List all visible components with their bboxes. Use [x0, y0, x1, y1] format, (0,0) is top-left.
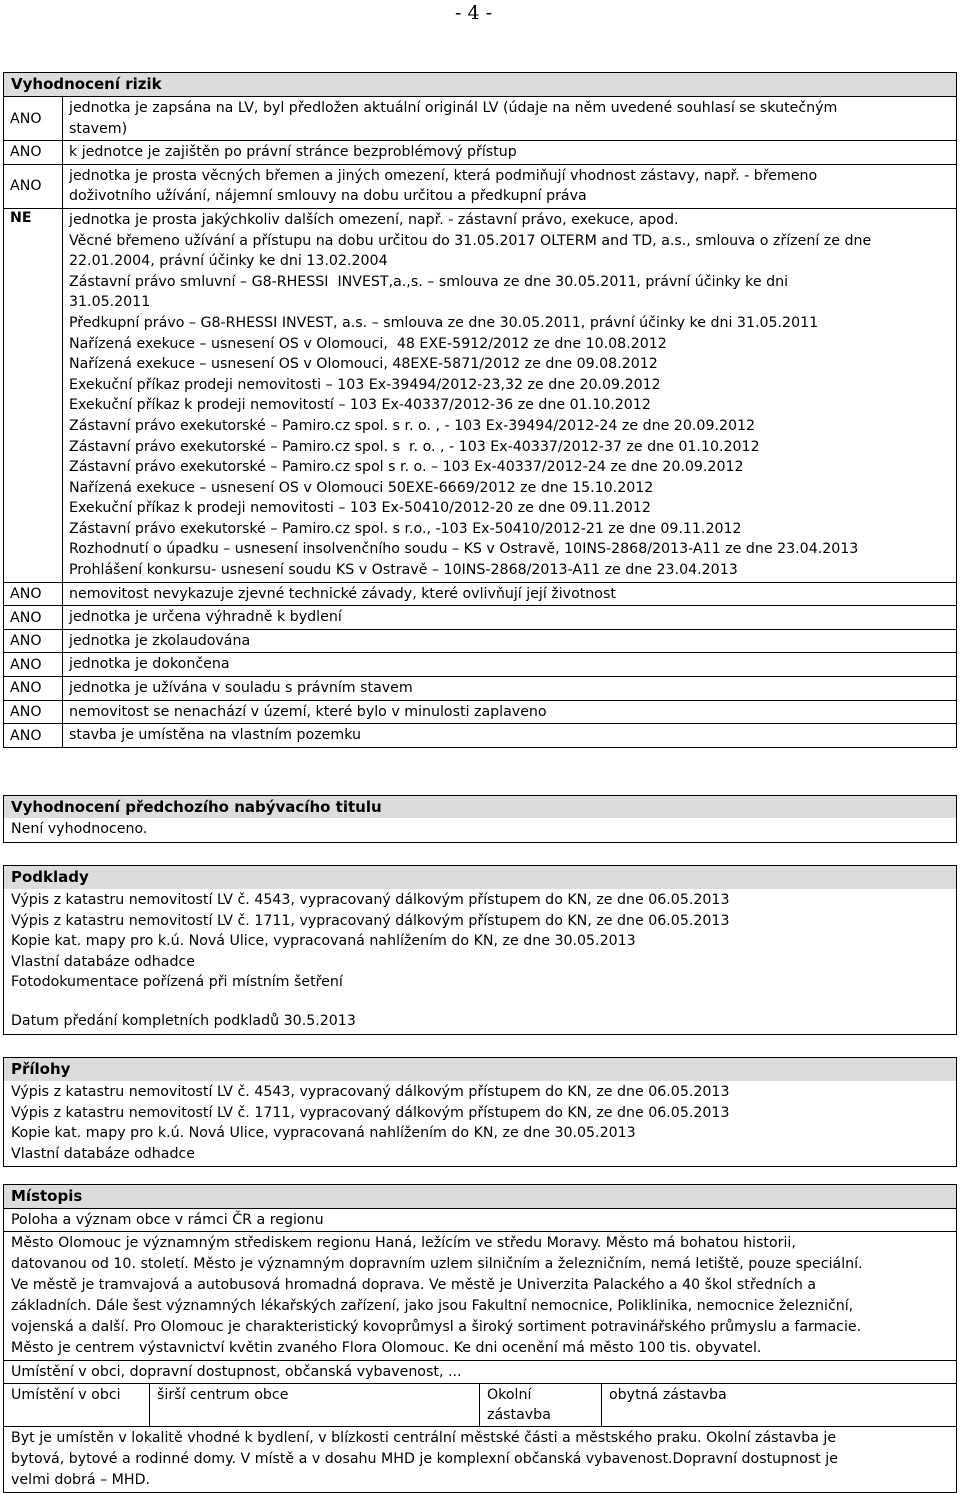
- risk-text-line: Zástavní právo exekutorské – Pamiro.cz spol. s r. o. , - 103 Ex-40337/2012-37 ze dne 01.10.2012: [69, 438, 760, 455]
- placement-grid: [4, 1383, 956, 1426]
- risk-row: [4, 97, 956, 140]
- risk-text: [62, 606, 956, 629]
- risk-answer: ANO: [10, 144, 42, 161]
- risk-text: [62, 724, 956, 747]
- risk-text-line: Zástavní právo smluvní – G8-RHESSI INVEST,a.,s. – smlouva ze dne 30.05.2011, právní účinky ke dni: [69, 273, 789, 290]
- risk-answer: ANO: [10, 633, 42, 650]
- grid-value-surroundings: obytná zástavba: [601, 1384, 956, 1426]
- risk-row: [4, 164, 956, 208]
- podklady-list: [4, 889, 956, 1034]
- risk-text: [62, 583, 956, 606]
- risk-text-line: 22.01.2004, právní účinky ke dni 13.02.2004: [69, 253, 388, 270]
- placement-text-line: bytová, bytové a rodinné domy. V místě a v dosahu MHD je komplexní občanská vybavenost.Dopravní dostupnost je: [11, 1451, 838, 1467]
- region-paragraph: [4, 1231, 956, 1360]
- region-text-line: Město Olomouc je významným střediskem regionu Haná, ležícím ve středu Moravy. Město má bohatou historii,: [11, 1235, 796, 1251]
- grid-label-surroundings: Okolní zástavba: [479, 1384, 601, 1426]
- risk-text-line: Exekuční příkaz prodeji nemovitosti – 103 Ex-39494/2012-23,32 ze dne 20.09.2012: [69, 376, 661, 393]
- risk-text-line: doživotního užívání, nájemní smlouvy na dobu určitou a předkupní práva: [69, 188, 587, 205]
- page-number: - 4 -: [455, 2, 493, 24]
- risk-row: [4, 605, 956, 629]
- risk-assessment-title: Vyhodnocení rizik: [4, 73, 956, 97]
- risk-text: [62, 141, 956, 164]
- podklady-item: Fotodokumentace pořízená při místním šetření: [11, 974, 343, 991]
- risk-text-line: 31.05.2011: [69, 294, 151, 311]
- region-text-line: Město je centrem výstavnictví květin zvaného Flora Olomouc. Ke dni ocenění má město 100 tis. obyvatel.: [11, 1340, 762, 1356]
- prior-title-section: [3, 795, 957, 843]
- risk-text-line: jednotka je dokončena: [69, 656, 230, 673]
- risk-text: [62, 677, 956, 700]
- risk-text-line: Předkupní právo – G8-RHESSI INVEST, a.s. – smlouva ze dne 30.05.2011, právní účinky ke dni 31.05.2011: [69, 314, 819, 331]
- risk-row: [4, 629, 956, 653]
- risk-row: [4, 700, 956, 724]
- region-text-line: základních. Dále šest významných lékařských zařízení, jako jsou Fakultní nemocnice, Poliklinika, nemocnice železniční,: [11, 1298, 854, 1314]
- region-heading: Poloha a význam obce v rámci ČR a regionu: [11, 1212, 324, 1228]
- prilohy-item: Výpis z katastru nemovitostí LV č. 1711, vypracovaný dálkovým přístupem do KN, ze dne 06.05.2013: [11, 1104, 730, 1121]
- risk-row: [4, 582, 956, 606]
- grid-value-location: širší centrum obce: [149, 1384, 479, 1426]
- risk-answer: ANO: [10, 727, 42, 744]
- prilohy-item: Výpis z katastru nemovitostí LV č. 4543, vypracovaný dálkovým přístupem do KN, ze dne 06.05.2013: [11, 1084, 730, 1100]
- risk-row: [4, 676, 956, 700]
- risk-text-line: Nařízená exekuce – usnesení OS v Olomouci, 48 EXE-5912/2012 ze dne 10.08.2012: [69, 335, 667, 352]
- risk-text-line: Věcné břemeno užívání a přístupu na dobu určitou do 31.05.2017 OLTERM and TD, a.s., smlouva o zřízení ze dne: [69, 232, 872, 249]
- podklady-item: Výpis z katastru nemovitostí LV č. 4543, vypracovaný dálkovým přístupem do KN, ze dne 06.05.2013: [11, 892, 730, 908]
- prilohy-heading: Přílohy: [4, 1058, 956, 1081]
- risk-text-line: stavem): [69, 120, 128, 137]
- risk-answer: ANO: [10, 656, 42, 673]
- podklady-item: Vlastní databáze odhadce: [11, 953, 195, 970]
- podklady-heading: Podklady: [4, 866, 956, 889]
- risk-answer: ANO: [10, 609, 42, 626]
- placement-heading: Umístění v obci, dopravní dostupnost, občanská vybavenost, ...: [4, 1360, 956, 1383]
- risk-row: [4, 208, 956, 582]
- risk-text-line: Zástavní právo exekutorské – Pamiro.cz spol s r. o. – 103 Ex-40337/2012-24 ze dne 20.09.2012: [69, 459, 744, 476]
- risk-text: [62, 97, 956, 140]
- risk-text-line: Prohlášení konkursu- usnesení soudu KS v Ostravě – 10INS-2868/2013-A11 ze dne 23.04.2013: [69, 562, 738, 579]
- risk-text-line: Zástavní právo exekutorské – Pamiro.cz spol. s r. o. , - 103 Ex-39494/2012-24 ze dne 20.09.2012: [69, 417, 756, 434]
- placement-text-line: Byt je umístěn v lokalitě vhodné k bydlení, v blízkosti centrální městské části a městského praku. Okolní zástavba je: [11, 1430, 837, 1446]
- risk-text-line: Nařízená exekuce – usnesení OS v Olomouci, 48EXE-5871/2012 ze dne 09.08.2012: [69, 356, 658, 373]
- risk-text: [62, 165, 956, 208]
- risk-answer: ANO: [10, 585, 42, 602]
- mistopis-section: [3, 1184, 957, 1493]
- risk-text-line: Rozhodnutí o úpadku – usnesení insolvenčního soudu – KS v Ostravě, 10INS-2868/2013-A11 ze dne 23.04.2013: [69, 541, 859, 558]
- risk-text-line: jednotka je prosta jakýchkoliv dalších omezení, např. - zástavní právo, exekuce, apod.: [69, 211, 679, 228]
- risk-answer: NE: [10, 209, 32, 226]
- risk-text-line: Nařízená exekuce – usnesení OS v Olomouci 50EXE-6669/2012 ze dne 15.10.2012: [69, 479, 654, 496]
- region-text-line: vojenská a další. Pro Olomouc je charakteristický kovoprůmysl a široký sortiment potravinářského průmyslu a farmacie.: [11, 1319, 862, 1335]
- prilohy-section: [3, 1057, 957, 1167]
- risk-text: [62, 653, 956, 676]
- risk-text: [62, 209, 956, 582]
- prilohy-item: Vlastní databáze odhadce: [11, 1145, 195, 1162]
- risk-text-line: nemovitost se nenachází v území, které bylo v minulosti zaplaveno: [69, 703, 547, 720]
- risk-assessment-section: [3, 72, 957, 748]
- risk-answer: ANO: [10, 178, 42, 195]
- risk-text-line: jednotka je určena výhradně k bydlení: [69, 609, 342, 626]
- risk-row: [4, 652, 956, 676]
- region-text-line: datovanou od 10. století. Město je významným dopravním uzlem silničním a železničním, nemá letiště, pouze speciální.: [11, 1256, 863, 1272]
- risk-text-line: jednotka je zapsána na LV, byl předložen aktuální originál LV (údaje na něm uvedené souhlasí se skutečným: [69, 100, 838, 116]
- region-text-line: Ve městě je tramvajová a autobusová hromadná doprava. Ve městě je Univerzita Palackého a 40 škol středních a: [11, 1277, 817, 1293]
- risk-row: [4, 140, 956, 164]
- risk-row: [4, 723, 956, 747]
- risk-text-line: Exekuční příkaz k prodeji nemovitosti – 103 Ex-50410/2012-20 ze dne 09.11.2012: [69, 500, 651, 517]
- risk-text-line: stavba je umístěna na vlastním pozemku: [69, 727, 361, 744]
- podklady-section: [3, 865, 957, 1035]
- prilohy-list: [4, 1081, 956, 1166]
- risk-text: [62, 630, 956, 653]
- risk-text-line: Exekuční příkaz k prodeji nemovitostí – 103 Ex-40337/2012-36 ze dne 01.10.2012: [69, 397, 651, 414]
- placement-text-line: velmi dobrá – MHD.: [11, 1472, 151, 1488]
- podklady-item: Kopie kat. mapy pro k.ú. Nová Ulice, vypracovaná nahlížením do KN, ze dne 30.05.2013: [11, 933, 636, 950]
- grid-label-location: Umístění v obci: [11, 1387, 121, 1403]
- prior-title-text: Není vyhodnoceno.: [11, 821, 148, 837]
- risk-text: [62, 701, 956, 724]
- mistopis-heading: Místopis: [4, 1185, 956, 1209]
- risk-answer: ANO: [10, 110, 42, 127]
- risk-text-line: k jednotce je zajištěn po právní stránce bezproblémový přístup: [69, 144, 517, 161]
- risk-rows: [4, 97, 956, 747]
- podklady-item: Výpis z katastru nemovitostí LV č. 1711, vypracovaný dálkovým přístupem do KN, ze dne 06.05.2013: [11, 912, 730, 929]
- risk-answer: ANO: [10, 703, 42, 720]
- placement-paragraph: [4, 1426, 956, 1492]
- risk-text-line: Zástavní právo exekutorské – Pamiro.cz spol. s r.o., -103 Ex-50410/2012-21 ze dne 09.11.2012: [69, 520, 742, 537]
- risk-text-line: nemovitost nevykazuje zjevné technické závady, které ovlivňují její životnost: [69, 585, 616, 602]
- prilohy-item: Kopie kat. mapy pro k.ú. Nová Ulice, vypracovaná nahlížením do KN, ze dne 30.05.2013: [11, 1125, 636, 1142]
- risk-text-line: jednotka je prosta věcných břemen a jiných omezení, která podmiňují vhodnost zástavy, např. - břemeno: [69, 167, 818, 184]
- risk-text-line: jednotka je zkolaudována: [69, 632, 251, 649]
- handover-date: Datum předání kompletních podkladů 30.5.2013: [11, 1012, 356, 1029]
- risk-text-line: jednotka je užívána v souladu s právním stavem: [69, 680, 413, 697]
- risk-answer: ANO: [10, 680, 42, 697]
- prior-title-heading: Vyhodnocení předchozího nabývacího titulu: [4, 796, 956, 818]
